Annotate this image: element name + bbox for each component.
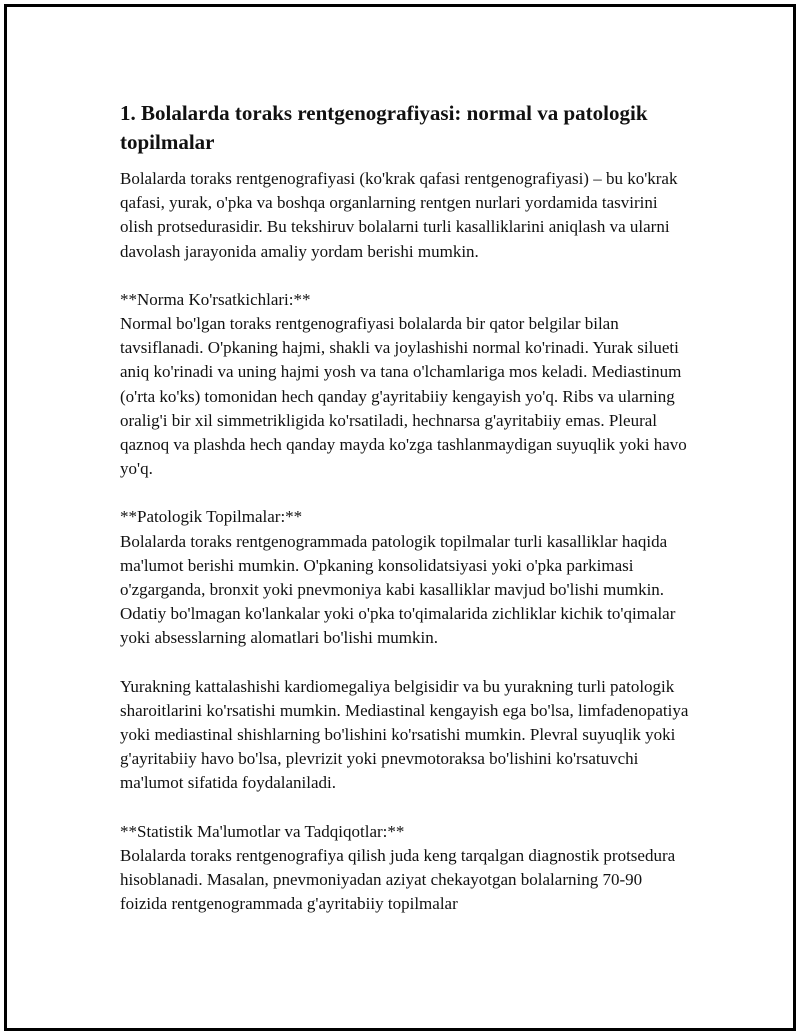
norma-section: **Norma Ko'rsatkichlari:** Normal bo'lgan toraks rentgenografiyasi bolalarda bir qator belgilar bilan tavsiflanadi. O'pkaning hajmi, shakli va joylashishi normal ko'rinadi. Yurak silueti aniq ko'rinadi va uning hajmi yosh va tana o'lchamlariga mos keladi. Mediastinum (o'rta ko'ks) tomonidan hech qanday g'ayritabiiy kengayish yo'q. Ribs va ularning oralig'i bir xil simmetrikligida ko'rsatiladi, hechnarsa g'ayritabiiy emas. Pleural qaznoq va plashda hech qanday mayda ko'zga tashlanmaydigan suyuqlik yoki havo yo'q. <box>120 289 687 479</box>
intro-paragraph: Bolalarda toraks rentgenografiyasi (ko'krak qafasi rentgenografiyasi) – bu ko'krak qafasi, yurak, o'pka va boshqa organlarning rentgen nurlari yordamida tasvirini olish protsedurasidir. Bu tekshiruv bolalarni turli kasalliklarini aniqlash va ularni davolash jarayonida amaliy yordam berishi mumkin. <box>120 169 678 261</box>
document-title: 1. Bolalarda toraks rentgenografiyasi: normal va patologik topilmalar <box>120 101 648 154</box>
document-body <box>120 99 690 916</box>
yurak-paragraph: Yurakning kattalashishi kardiomegaliya belgisidir va bu yurakning turli patologik sharoitlarini ko'rsatishi mumkin. Mediastinal kengayish ega bo'lsa, limfadenopatiya yoki mediastinal shishlarning bo'lishini ko'rsatishi mumkin. Plevral suyuqlik yoki g'ayritabiiy havo bo'lsa, plevrizit yoki pnevmotoraksa bo'lishini ko'rsatuvchi ma'lumot sifatida foydalaniladi. <box>120 676 689 793</box>
paragraph-gap <box>120 651 690 675</box>
page-frame <box>4 4 796 1031</box>
statistik-section: **Statistik Ma'lumotlar va Tadqiqotlar:** Bolalarda toraks rentgenografiya qilish juda keng tarqalgan diagnostik protsedura hisoblanadi. Masalan, pnevmoniyadan aziyat chekayotgan bolalarning 70-90 foizida rentgenogrammada g'ayritabiiy topilmalar <box>120 821 676 914</box>
paragraph-gap <box>120 796 690 820</box>
paragraph-gap <box>120 481 690 505</box>
paragraph-gap <box>120 264 690 288</box>
patologik-section: **Patologik Topilmalar:** Bolalarda toraks rentgenogrammada patologik topilmalar turli kasalliklar haqida ma'lumot berishi mumkin. O'pkaning konsolidatsiyasi yoki o'pka parkimasi o'zgarganda, bronxit yoki pnevmoniya kabi kasalliklar mavjud bo'lishi mumkin. Odatiy bo'lmagan ko'lankalar yoki o'pka to'qimalarida zichliklar kichik to'qimalar yoki absesslarning alomatlari bo'lishi mumkin. <box>120 507 676 648</box>
